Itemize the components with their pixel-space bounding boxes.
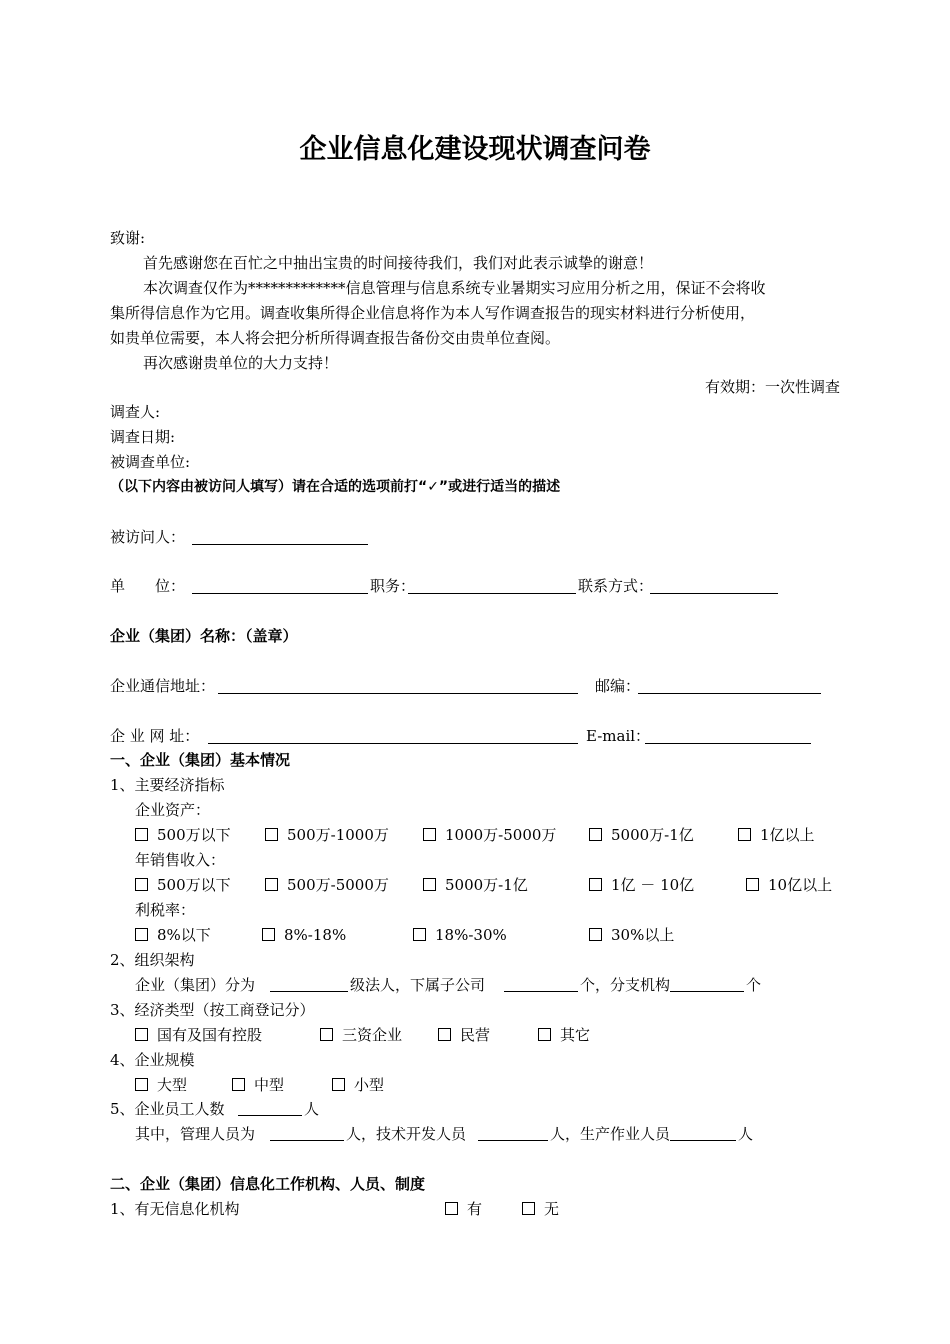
interviewee-label: 被访问人：	[110, 528, 186, 546]
staff-text: 人，生产作业人员	[550, 1125, 671, 1143]
checkbox-icon	[265, 878, 278, 891]
option-has-org-no[interactable]: 无	[522, 1200, 559, 1218]
option-tax-3[interactable]: 18%-30%	[413, 926, 507, 944]
option-sales-5[interactable]: 10亿以上	[746, 876, 832, 894]
intro-line: 本次调查仅作为*************信息管理与信息系统专业暑期实习应用分析之用，保证不会将收	[143, 279, 766, 297]
option-type-2[interactable]: 三资企业	[320, 1026, 402, 1044]
legal-level-blank[interactable]	[270, 991, 348, 992]
surveyor-label: 调查人:	[110, 403, 161, 421]
postcode-blank[interactable]	[638, 693, 821, 694]
intro-line: 集所得信息作为它用。调查收集所得企业信息将作为本人写作调查报告的现实材料进行分析使用，	[110, 304, 756, 322]
option-assets-3[interactable]: 1000万-5000万	[423, 826, 556, 844]
checkbox-icon	[445, 1202, 458, 1215]
checkbox-icon	[738, 828, 751, 841]
checkbox-icon	[232, 1078, 245, 1091]
option-assets-1[interactable]: 500万以下	[135, 826, 231, 844]
checkbox-icon	[423, 828, 436, 841]
email-label: E-mail：	[586, 727, 651, 745]
checkbox-icon	[438, 1028, 451, 1041]
option-tax-2[interactable]: 8%-18%	[262, 926, 346, 944]
checkbox-icon	[746, 878, 759, 891]
checkbox-icon	[135, 928, 148, 941]
option-sales-2[interactable]: 500万-5000万	[265, 876, 389, 894]
option-sales-4[interactable]: 1亿 － 10亿	[589, 876, 694, 894]
position-label: 职务：	[370, 577, 416, 595]
checkbox-icon	[265, 828, 278, 841]
checkbox-icon	[423, 878, 436, 891]
staff-text: 人	[738, 1125, 754, 1143]
interviewee-blank[interactable]	[192, 544, 368, 545]
org-text: 企业（集团）分为	[135, 976, 256, 994]
option-tax-1[interactable]: 8%以下	[135, 926, 211, 944]
checkbox-icon	[135, 828, 148, 841]
website-label: 企 业 网 址：	[110, 727, 200, 745]
tech-count-blank[interactable]	[478, 1140, 548, 1141]
option-type-1[interactable]: 国有及国有控股	[135, 1026, 262, 1044]
option-assets-5[interactable]: 1亿以上	[738, 826, 815, 844]
validity: 有效期：一次性调查	[704, 378, 840, 396]
org-text: 个	[746, 976, 762, 994]
checkbox-icon	[522, 1202, 535, 1215]
question-4: 4、企业规模	[110, 1051, 195, 1069]
question-3: 3、经济类型（按工商登记分）	[110, 1001, 315, 1019]
q5-unit: 人	[304, 1100, 320, 1118]
checkbox-icon	[589, 828, 602, 841]
checkbox-icon	[320, 1028, 333, 1041]
option-scale-3[interactable]: 小型	[332, 1076, 384, 1094]
intro-line: 再次感谢贵单位的大力支持！	[143, 354, 339, 372]
unit-blank[interactable]	[192, 593, 368, 594]
instruction: （以下内容由被访问人填写）请在合适的选项前打“✓”或进行适当的描述	[110, 479, 561, 495]
checkbox-icon	[538, 1028, 551, 1041]
checkbox-icon	[332, 1078, 345, 1091]
tax-label: 利税率：	[135, 901, 196, 919]
checkbox-icon	[135, 878, 148, 891]
org-text: 个，分支机构	[580, 976, 671, 994]
staff-text: 其中，管理人员为	[135, 1125, 256, 1143]
option-assets-4[interactable]: 5000万-1亿	[589, 826, 694, 844]
option-has-org-yes[interactable]: 有	[445, 1200, 482, 1218]
position-blank[interactable]	[408, 593, 576, 594]
option-type-3[interactable]: 民营	[438, 1026, 490, 1044]
question-2: 2、组织架构	[110, 951, 195, 969]
checkbox-icon	[262, 928, 275, 941]
option-tax-4[interactable]: 30%以上	[589, 926, 674, 944]
assets-label: 企业资产：	[135, 801, 211, 819]
org-text: 级法人，下属子公司	[350, 976, 486, 994]
checkbox-icon	[135, 1028, 148, 1041]
surveyed-unit-label: 被调查单位:	[110, 453, 191, 471]
section2-question-1: 1、有无信息化机构	[110, 1200, 240, 1218]
checkbox-icon	[135, 1078, 148, 1091]
unit-label: 单 位：	[110, 577, 186, 595]
checkbox-icon	[589, 878, 602, 891]
section2-heading: 二、企业（集团）信息化工作机构、人员、制度	[110, 1175, 426, 1193]
sales-label: 年销售收入：	[135, 851, 226, 869]
website-blank[interactable]	[208, 743, 578, 744]
branch-count-blank[interactable]	[670, 991, 744, 992]
company-name-label: 企业（集团）名称：（盖章）	[110, 627, 298, 645]
intro-line: 首先感谢您在百忙之中抽出宝贵的时间接待我们，我们对此表示诚挚的谢意！	[143, 254, 654, 272]
contact-label: 联系方式：	[578, 577, 654, 595]
management-count-blank[interactable]	[270, 1140, 344, 1141]
option-assets-2[interactable]: 500万-1000万	[265, 826, 389, 844]
contact-blank[interactable]	[650, 593, 778, 594]
section1-heading: 一、企业（集团）基本情况	[110, 751, 291, 769]
email-blank[interactable]	[645, 743, 811, 744]
question-1: 1、主要经济指标	[110, 776, 225, 794]
question-5: 5、企业员工人数	[110, 1100, 225, 1118]
postcode-label: 邮编：	[595, 677, 641, 695]
option-type-4[interactable]: 其它	[538, 1026, 590, 1044]
checkbox-icon	[589, 928, 602, 941]
survey-date-label: 调查日期:	[110, 428, 176, 446]
intro-line: 如贵单位需要，本人将会把分析所得调查报告备份交由贵单位查阅。	[110, 329, 561, 347]
staff-text: 人，技术开发人员	[346, 1125, 467, 1143]
option-sales-1[interactable]: 500万以下	[135, 876, 231, 894]
address-blank[interactable]	[218, 693, 578, 694]
greeting: 致谢:	[110, 229, 146, 247]
option-sales-3[interactable]: 5000万-1亿	[423, 876, 528, 894]
production-count-blank[interactable]	[670, 1140, 736, 1141]
document-title: 企业信息化建设现状调查问卷	[299, 134, 651, 165]
option-scale-1[interactable]: 大型	[135, 1076, 187, 1094]
checkbox-icon	[413, 928, 426, 941]
subsidiary-count-blank[interactable]	[504, 991, 578, 992]
address-label: 企业通信地址：	[110, 677, 216, 695]
option-scale-2[interactable]: 中型	[232, 1076, 284, 1094]
staff-total-blank[interactable]	[238, 1115, 302, 1116]
